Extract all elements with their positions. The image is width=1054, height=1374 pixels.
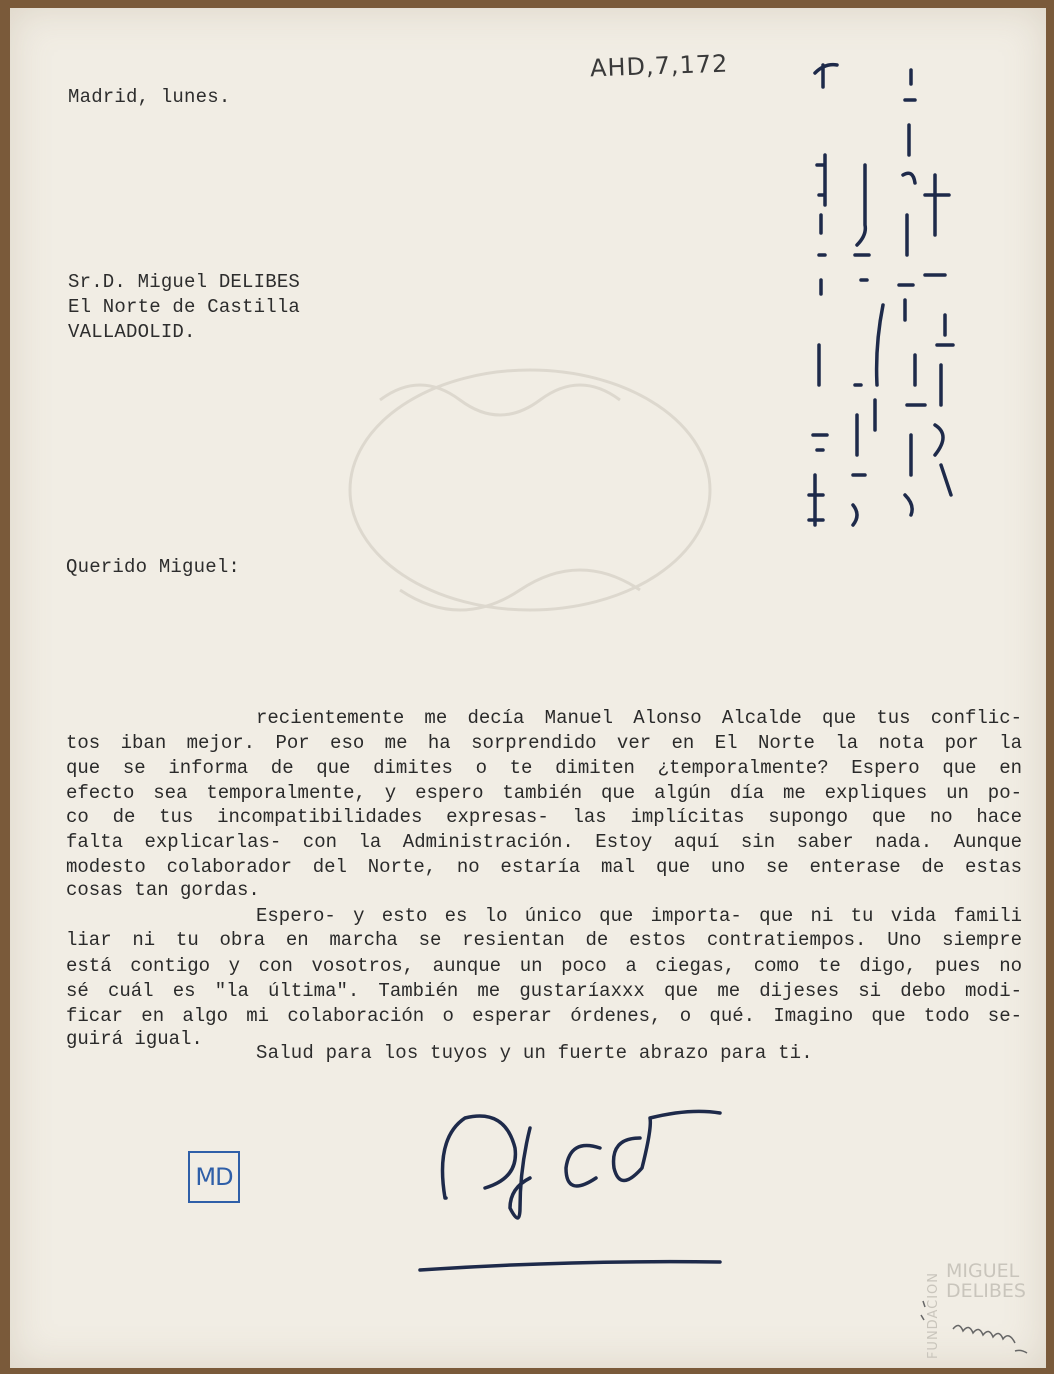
logo-vertical-text: FUNDACION	[926, 1272, 941, 1360]
paragraph-line: está contigo y con vosotros, aunque un poco a ciegas, como te digo, pues no	[66, 955, 1022, 977]
paragraph-line: sé cuál es "la última". También me gustaríaxxx que me dijeses si debo modi-	[66, 980, 1022, 1002]
archive-reference: AHD,7,172	[589, 49, 729, 83]
handwritten-signature	[410, 1098, 740, 1278]
paragraph-line: efecto sea temporalmente, y espero también que algún día me expliques un po-	[66, 782, 1022, 804]
paragraph-line: liar ni tu obra en marcha se resientan de estos contratiempos. Uno siempre	[66, 929, 1022, 951]
paragraph-line: tos iban mejor. Por eso me ha sorprendido ver en El Norte la nota por la	[66, 732, 1022, 754]
paragraph-line: recientemente me decía Manuel Alonso Alcalde que tus conflic-	[256, 707, 1022, 729]
recipient-line: El Norte de Castilla	[68, 296, 301, 318]
recipient-line: Sr.D. Miguel DELIBES	[68, 271, 301, 293]
md-stamp: MD	[188, 1151, 240, 1203]
paragraph-line: cosas tan gordas.	[66, 879, 260, 901]
paragraph-line: modesto colaborador del Norte, no estaría mal que uno se enterase de estas	[66, 856, 1022, 878]
paragraph-line: falta explicarlas- con la Administración. Estoy aquí sin saber nada. Aunque	[66, 831, 1022, 853]
paragraph-line: guirá igual.	[66, 1028, 203, 1050]
salutation: Querido Miguel:	[66, 556, 241, 578]
recipient-line: VALLADOLID.	[68, 321, 196, 343]
logo-word: DELIBES	[946, 1280, 1026, 1302]
pencil-scribble	[915, 1295, 1045, 1355]
closing-line: Salud para los tuyos y un fuerte abrazo para ti.	[256, 1042, 813, 1064]
letter-date: Madrid, lunes.	[68, 86, 231, 108]
paragraph-line: ficar en algo mi colaboración o esperar órdenes, o qué. Imagino que todo se-	[66, 1005, 1022, 1027]
paragraph-line: que se informa de que dimites o te dimiten ¿temporalmente? Espero que en	[66, 757, 1022, 779]
paragraph-line: co de tus incompatibilidades expresas- las implícitas supongo que no hace	[66, 806, 1022, 828]
logo-word: MIGUEL	[946, 1260, 1020, 1282]
paragraph-line: Espero- y esto es lo único que importa- que ni tu vida famili	[256, 905, 1022, 927]
